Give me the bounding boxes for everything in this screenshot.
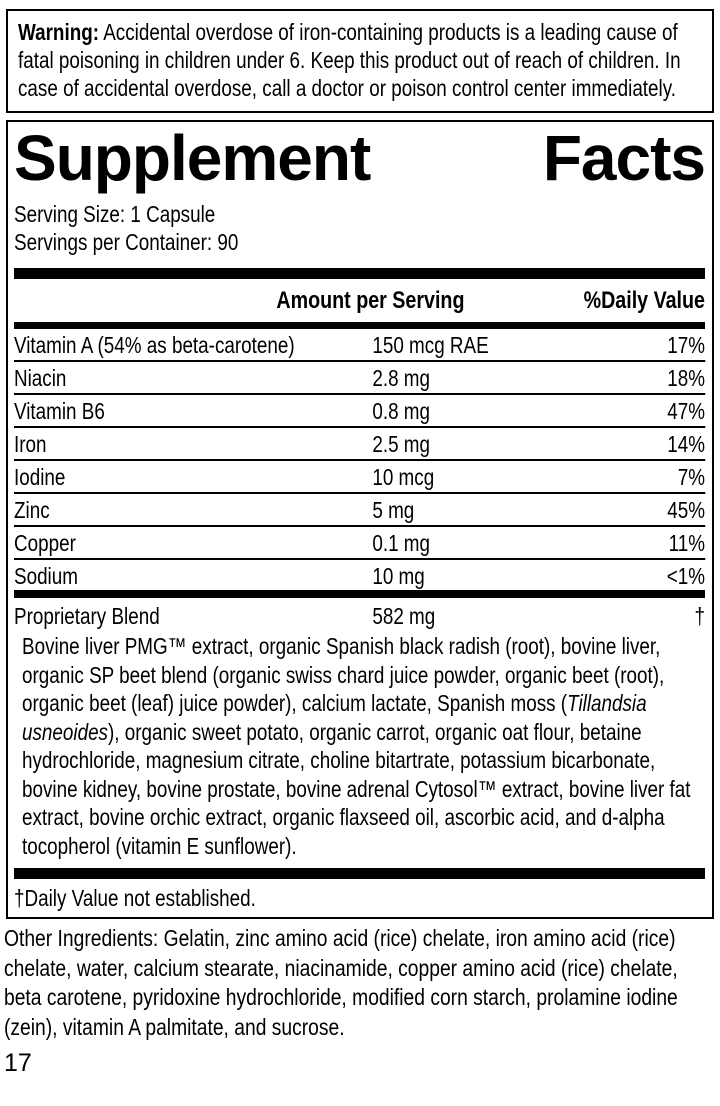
table-row bbox=[14, 560, 705, 590]
nutrient-daily-value: <1% bbox=[666, 563, 705, 589]
nutrient-amount: 0.1 mg bbox=[372, 530, 431, 556]
nutrient-daily-value: 17% bbox=[667, 332, 705, 358]
proprietary-blend-amount: 582 mg bbox=[372, 603, 436, 629]
other-ingredients: Other Ingredients: Gelatin, zinc amino acid (rice) chelate, iron amino acid (rice) chelate, water, calcium stearate, niacinamide, copper amino acid (rice) chelate, beta carotene, pyridoxine hydrochloride, modified corn starch, prolamine iodine (zein), vitamin A palmitate, and sucrose. bbox=[4, 925, 678, 1040]
title-word-facts: Facts bbox=[542, 122, 705, 194]
nutrient-name: Sodium bbox=[14, 563, 78, 589]
serving-size: Serving Size: 1 Capsule bbox=[14, 201, 216, 227]
amount-per-serving-header: Amount per Serving bbox=[276, 287, 465, 314]
table-row bbox=[14, 428, 705, 461]
serving-info bbox=[14, 200, 705, 256]
blend-segment: ), organic sweet potato, organic carrot, organic oat flour, betaine hydrochloride, magnesium citrate, choline bitartrate, potassium bicarbonate, bovine kidney, bovine prostate, bovine adrenal Cytosol™ extract, bovine liver fat extract, bovine orchic extract, organic flaxseed oil, ascorbic acid, and d-alpha tocopherol (vitamin E sunflower). bbox=[22, 718, 691, 859]
proprietary-blend-row bbox=[14, 598, 705, 630]
table-row bbox=[14, 395, 705, 428]
blend-segment: Tillandsia usneoides bbox=[22, 690, 647, 745]
nutrient-amount: 10 mcg bbox=[372, 464, 435, 490]
nutrient-daily-value: 7% bbox=[677, 464, 705, 490]
page-number: 17 bbox=[4, 1049, 32, 1077]
daily-value-header: %Daily Value bbox=[583, 287, 705, 314]
nutrient-name: Copper bbox=[14, 530, 76, 556]
blend-segment: Bovine liver PMG™ extract, organic Spanish black radish (root), bovine liver, organic SP beet blend (organic swiss chard juice powder, organic beet (root), organic beet (leaf) juice powder), calcium lactate, Spanish moss ( bbox=[22, 633, 665, 716]
table-row bbox=[14, 362, 705, 395]
nutrient-daily-value: 18% bbox=[667, 365, 705, 391]
nutrient-name: Iodine bbox=[14, 464, 66, 490]
nutrient-daily-value: 47% bbox=[667, 398, 705, 424]
supplement-facts-title bbox=[14, 122, 705, 194]
thick-rule-top bbox=[14, 268, 705, 279]
thick-rule-above-footnote bbox=[14, 868, 705, 879]
proprietary-blend-name: Proprietary Blend bbox=[14, 603, 160, 629]
warning-text bbox=[18, 18, 702, 102]
table-row bbox=[14, 494, 705, 527]
nutrient-amount: 2.5 mg bbox=[372, 431, 431, 457]
servings-per-container: Servings per Container: 90 bbox=[14, 229, 239, 255]
nutrient-amount: 2.8 mg bbox=[372, 365, 431, 391]
nutrient-name: Zinc bbox=[14, 497, 50, 523]
supplement-facts-panel bbox=[6, 120, 714, 919]
nutrient-amount: 5 mg bbox=[372, 497, 415, 523]
title-word-supplement: Supplement bbox=[14, 122, 371, 194]
medium-rule-under-header bbox=[14, 322, 705, 329]
table-column-header bbox=[14, 279, 705, 322]
thick-rule-above-blend bbox=[14, 590, 705, 598]
nutrient-name: Vitamin A (54% as beta-carotene) bbox=[14, 332, 295, 358]
daily-value-footnote: †Daily Value not established. bbox=[14, 885, 256, 911]
nutrient-name: Vitamin B6 bbox=[14, 398, 105, 424]
table-row bbox=[14, 329, 705, 362]
table-row bbox=[14, 527, 705, 560]
nutrient-name: Niacin bbox=[14, 365, 67, 391]
nutrient-daily-value: 45% bbox=[667, 497, 705, 523]
nutrient-daily-value: 11% bbox=[668, 530, 705, 556]
nutrient-amount: 150 mcg RAE bbox=[372, 332, 489, 358]
nutrient-amount: 0.8 mg bbox=[372, 398, 431, 424]
nutrient-table bbox=[14, 329, 705, 590]
below-panel-text bbox=[4, 924, 714, 1076]
proprietary-blend-dagger: † bbox=[694, 603, 705, 629]
nutrient-name: Iron bbox=[14, 431, 47, 457]
table-row bbox=[14, 461, 705, 494]
warning-box bbox=[6, 9, 714, 113]
warning-body: Accidental overdose of iron-containing products is a leading cause of fatal poisoning in children under 6. Keep this product out of reach of children. In case of accidental overdose, call a doctor or poison control center immediately. bbox=[18, 19, 681, 101]
nutrient-amount: 10 mg bbox=[372, 563, 425, 589]
nutrient-daily-value: 14% bbox=[667, 431, 705, 457]
proprietary-blend-description bbox=[22, 632, 705, 860]
warning-label: Warning: bbox=[18, 19, 100, 45]
